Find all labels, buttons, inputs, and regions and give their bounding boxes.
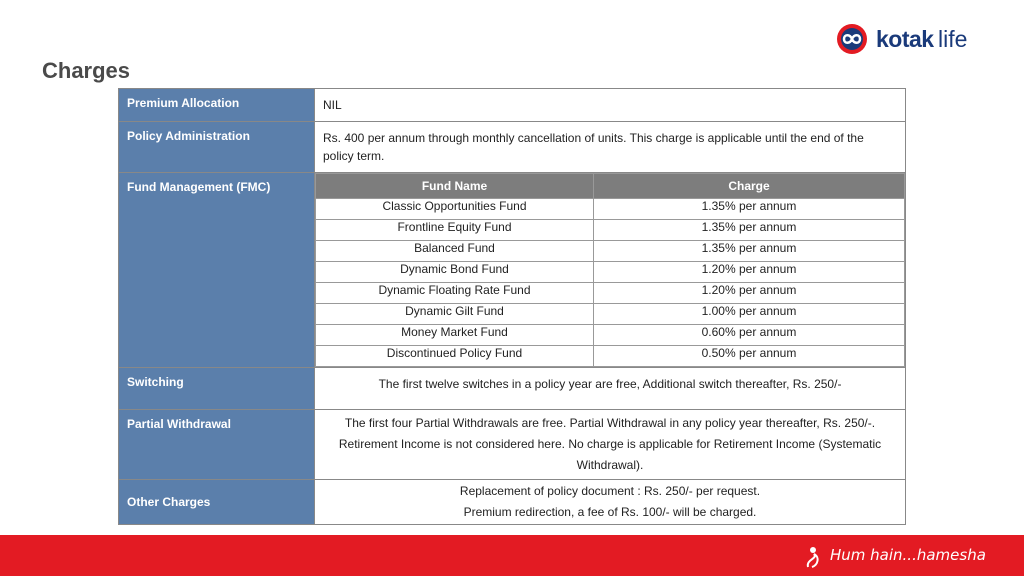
row-other-charges: [119, 480, 906, 525]
fund-charge: 0.50% per annum: [594, 346, 905, 367]
table-row: [316, 304, 905, 325]
fund-name: Discontinued Policy Fund: [316, 346, 594, 367]
fund-charge: 1.35% per annum: [594, 199, 905, 220]
fund-name: Dynamic Bond Fund: [316, 262, 594, 283]
fund-charge: 0.60% per annum: [594, 325, 905, 346]
table-row: [316, 325, 905, 346]
fund-name: Balanced Fund: [316, 241, 594, 262]
fund-name: Money Market Fund: [316, 325, 594, 346]
row-fund-management: [119, 173, 906, 368]
table-row: [316, 346, 905, 367]
value-switching: The first twelve switches in a policy year are free, Additional switch thereafter, Rs. 250/-: [315, 368, 906, 410]
label-other-charges: Other Charges: [119, 480, 315, 525]
fund-charge: 1.35% per annum: [594, 220, 905, 241]
table-row: [316, 283, 905, 304]
other-charges-line2: Premium redirection, a fee of Rs. 100/- will be charged.: [463, 505, 757, 519]
row-switching: [119, 368, 906, 410]
fmc-cell: [315, 173, 906, 368]
row-partial-withdrawal: [119, 410, 906, 480]
value-policy-administration: Rs. 400 per annum through monthly cancellation of units. This charge is applicable until the end of the policy term.: [315, 122, 906, 173]
brand-name: kotak: [876, 26, 934, 52]
row-premium-allocation: [119, 89, 906, 122]
row-policy-administration: [119, 122, 906, 173]
value-partial-withdrawal: The first four Partial Withdrawals are free. Partial Withdrawal in any policy year thereafter, Rs. 250/-. Retirement Income is not considered here. No charge is applicable for Retirement Income (Systematic Withdrawal).: [315, 410, 906, 480]
table-row: [316, 199, 905, 220]
table-row: [316, 220, 905, 241]
value-other-charges: [315, 480, 906, 525]
label-fund-management: Fund Management (FMC): [119, 173, 315, 368]
charge-header: Charge: [594, 174, 905, 199]
label-policy-administration: Policy Administration: [119, 122, 315, 173]
fund-charge: 1.20% per annum: [594, 283, 905, 304]
table-row: [316, 262, 905, 283]
fund-name: Dynamic Floating Rate Fund: [316, 283, 594, 304]
value-premium-allocation: NIL: [315, 89, 906, 122]
fund-charge: 1.35% per annum: [594, 241, 905, 262]
kotak-logo-icon: [835, 22, 875, 56]
person-swirl-icon: [804, 545, 824, 569]
fund-name: Frontline Equity Fund: [316, 220, 594, 241]
fund-name: Dynamic Gilt Fund: [316, 304, 594, 325]
table-row: [316, 241, 905, 262]
charges-table: [118, 88, 906, 525]
brand-tagline: Hum hain...hamesha: [830, 546, 986, 564]
page-title: Charges: [42, 58, 131, 83]
other-charges-line1: Replacement of policy document : Rs. 250/- per request.: [459, 484, 761, 498]
fund-charge: 1.20% per annum: [594, 262, 905, 283]
fund-name: Classic Opportunities Fund: [316, 199, 594, 220]
fund-name-header: Fund Name: [316, 174, 594, 199]
fund-charge: 1.00% per annum: [594, 304, 905, 325]
label-switching: Switching: [119, 368, 315, 410]
brand-suffix: life: [938, 26, 968, 52]
label-premium-allocation: Premium Allocation: [119, 89, 315, 122]
fund-charges-table: [315, 173, 905, 367]
label-partial-withdrawal: Partial Withdrawal: [119, 410, 315, 480]
